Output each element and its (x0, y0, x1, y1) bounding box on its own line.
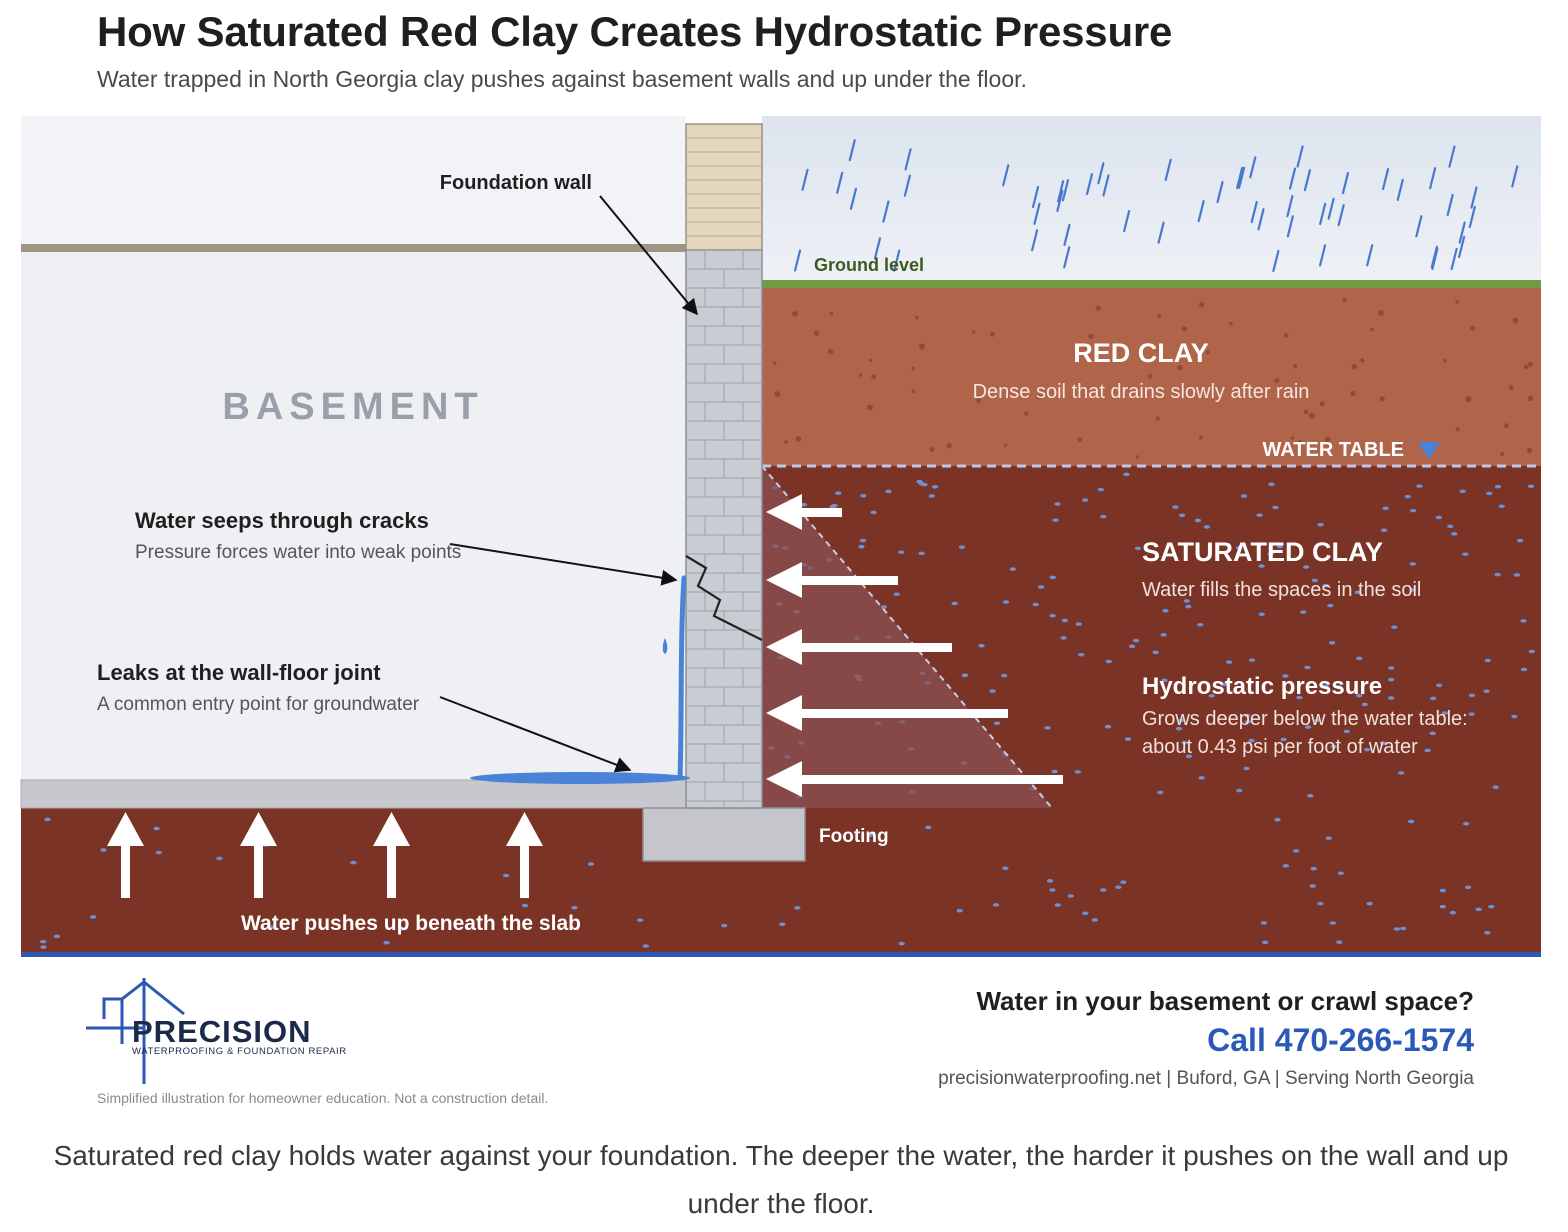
water-dot (916, 480, 922, 484)
water-dot (1082, 911, 1088, 915)
water-dot (1405, 495, 1411, 499)
water-dot (1521, 668, 1527, 672)
floor-slab (21, 780, 686, 808)
clay-speck (1370, 328, 1374, 332)
water-dot (1293, 849, 1299, 853)
basement-label: BASEMENT (222, 386, 484, 428)
red-clay-desc: Dense soil that drains slowly after rain (972, 381, 1310, 403)
water-dot (1236, 789, 1242, 793)
clay-speck (915, 316, 919, 320)
water-dot (1424, 749, 1430, 753)
clay-speck (1352, 364, 1358, 370)
water-dot (90, 915, 96, 919)
water-table-label: WATER TABLE (1262, 439, 1404, 461)
hydrostatic-title: Hydrostatic pressure (1142, 673, 1383, 700)
water-dot (962, 673, 968, 677)
water-dot (216, 857, 222, 861)
clay-speck (1509, 385, 1514, 390)
water-dot (44, 818, 50, 822)
water-dot (1450, 911, 1456, 915)
water-dot (1268, 482, 1274, 486)
phone-link[interactable]: Call 470-266-1574 (1207, 1022, 1474, 1058)
basement-ceiling-line (21, 244, 686, 252)
water-dot (1001, 674, 1007, 678)
water-dot (1327, 604, 1333, 608)
water-dot (885, 490, 891, 494)
clay-speck (1512, 318, 1518, 324)
water-dot (1398, 771, 1404, 775)
water-dot (1484, 931, 1490, 935)
water-dot (1098, 488, 1104, 492)
water-dot (1440, 905, 1446, 909)
clay-speck (784, 440, 788, 444)
water-dot (1185, 605, 1191, 609)
water-dot (522, 904, 528, 908)
water-dot (350, 861, 356, 865)
clay-speck (1470, 326, 1475, 331)
water-dot (40, 945, 46, 949)
water-dot (1152, 651, 1158, 655)
water-dot (54, 935, 60, 939)
foundation-wall-label: Foundation wall (439, 172, 592, 194)
water-dot (721, 924, 727, 928)
clay-speck (830, 312, 833, 315)
water-dot (831, 504, 837, 508)
clay-speck (947, 443, 952, 448)
water-dot (893, 592, 899, 596)
water-dot (153, 827, 159, 831)
water-dot (637, 918, 643, 922)
clay-speck (911, 367, 915, 371)
water-dot (1362, 703, 1368, 707)
water-dot (1388, 678, 1394, 682)
clay-speck (1077, 437, 1082, 442)
water-dot (957, 909, 963, 913)
clay-speck (1342, 298, 1346, 302)
water-dot (1010, 567, 1016, 571)
water-dot (1329, 641, 1335, 645)
clay-speck (1304, 409, 1309, 414)
water-dot (1082, 498, 1088, 502)
water-dot (1123, 473, 1129, 477)
water-dot (925, 826, 931, 830)
water-dot (1047, 879, 1053, 883)
hydrostatic-desc-line1: Grows deeper below the water table: (1142, 708, 1468, 730)
clay-speck (1380, 396, 1385, 401)
water-dot (1436, 683, 1442, 687)
water-dot (993, 903, 999, 907)
seeps-title: Water seeps through cracks (135, 508, 429, 533)
water-dot (1307, 794, 1313, 798)
footing-label: Footing (819, 826, 889, 847)
water-dot (978, 644, 984, 648)
clay-speck (869, 359, 872, 362)
water-dot (1204, 525, 1210, 529)
clay-speck (1466, 396, 1472, 402)
seeps-desc: Pressure forces water into weak points (135, 542, 462, 563)
water-dot (1243, 767, 1249, 771)
clay-speck (1528, 396, 1534, 402)
clay-speck (1157, 314, 1161, 318)
red-clay-title: RED CLAY (1073, 338, 1209, 368)
water-dot (1317, 902, 1323, 906)
clay-speck (1182, 326, 1187, 331)
water-dot (870, 511, 876, 515)
water-dot (1310, 867, 1316, 871)
foundation-wall (686, 250, 762, 808)
water-dot (1514, 573, 1520, 577)
water-dot (1400, 927, 1406, 931)
water-dot (1092, 918, 1098, 922)
water-dot (40, 940, 46, 944)
water-dot (1310, 884, 1316, 888)
water-dot (1044, 726, 1050, 730)
water-dot (1493, 785, 1499, 789)
water-dot (1344, 730, 1350, 734)
water-dot (1003, 600, 1009, 604)
footing (643, 808, 805, 861)
water-dot (1135, 547, 1141, 551)
water-dot (1054, 502, 1060, 506)
clay-speck (1378, 310, 1384, 316)
clay-speck (1004, 444, 1007, 447)
water-puddle (470, 772, 690, 784)
footer-question: Water in your basement or crawl space? (976, 986, 1474, 1016)
water-dot (1241, 494, 1247, 498)
water-dot (794, 906, 800, 910)
clay-speck (1136, 455, 1139, 458)
water-dot (156, 851, 162, 855)
water-dot (918, 552, 924, 556)
water-dot (1060, 636, 1066, 640)
clay-speck (867, 405, 873, 411)
water-dot (383, 941, 389, 945)
water-dot (1494, 573, 1500, 577)
clay-speck (859, 374, 862, 377)
water-dot (1391, 625, 1397, 629)
water-dot (1511, 715, 1517, 719)
water-dot (1498, 504, 1504, 508)
water-dot (929, 494, 935, 498)
clay-speck (1096, 306, 1101, 311)
clay-speck (1443, 359, 1447, 363)
clay-speck (1229, 322, 1232, 325)
water-dot (1529, 650, 1535, 654)
water-dot (1105, 725, 1111, 729)
water-dot (860, 494, 866, 498)
water-dot (1262, 941, 1268, 945)
clay-speck (930, 447, 935, 452)
clay-speck (871, 374, 876, 379)
water-dot (1055, 903, 1061, 907)
clay-speck (1309, 413, 1315, 419)
clay-speck (1293, 364, 1297, 368)
page-title: How Saturated Red Clay Creates Hydrostatic Pressure (97, 8, 1173, 55)
water-dot (1408, 820, 1414, 824)
water-dot (1317, 523, 1323, 527)
water-dot (989, 689, 995, 693)
water-dot (1388, 666, 1394, 670)
water-dot (858, 545, 864, 549)
water-dot (1049, 614, 1055, 618)
water-dot (100, 848, 106, 852)
water-dot (959, 545, 965, 549)
water-dot (1388, 696, 1394, 700)
water-dot (1129, 645, 1135, 649)
water-dot (1447, 525, 1453, 529)
clay-speck (1350, 391, 1355, 396)
figure-caption: Saturated red clay holds water against your foundation. The deeper the water, the harder it pushes on the wall and up under the floor. (53, 1140, 1509, 1219)
water-dot (1226, 660, 1232, 664)
clay-speck (814, 331, 819, 336)
water-dot (1051, 770, 1057, 774)
water-dot (1162, 609, 1168, 613)
clay-speck (919, 344, 925, 350)
water-dot (1259, 612, 1265, 616)
diagram-bottom-border (21, 952, 1541, 957)
water-dot (994, 721, 1000, 725)
water-dot (1495, 485, 1501, 489)
water-dot (1052, 518, 1058, 522)
water-dot (860, 539, 866, 543)
water-dot (1451, 532, 1457, 536)
clay-speck (1360, 358, 1364, 362)
water-dot (1382, 507, 1388, 511)
clay-speck (1320, 401, 1325, 406)
water-dot (1436, 516, 1442, 520)
clay-speck (1455, 300, 1459, 304)
clay-speck (1500, 452, 1504, 456)
water-dot (1075, 770, 1081, 774)
hydrostatic-desc-line2: about 0.43 psi per foot of water (1142, 736, 1418, 758)
clay-speck (1156, 417, 1160, 421)
water-dot (1410, 562, 1416, 566)
water-dot (1038, 585, 1044, 589)
water-dot (921, 483, 927, 487)
water-dot (951, 602, 957, 606)
water-dot (1463, 822, 1469, 826)
water-dot (1249, 658, 1255, 662)
clay-speck (1148, 374, 1153, 379)
clay-speck (1284, 333, 1288, 337)
water-dot (1483, 689, 1489, 693)
clay-speck (1528, 362, 1533, 367)
saturated-clay-desc: Water fills the spaces in the soil (1142, 579, 1422, 601)
ground-level-label: Ground level (814, 255, 925, 275)
water-dot (1179, 514, 1185, 518)
water-dot (1157, 791, 1163, 795)
water-dot (899, 942, 905, 946)
logo-brand: PRECISION (132, 1014, 312, 1049)
water-dot (1068, 894, 1074, 898)
water-dot (1338, 871, 1344, 875)
water-dot (1416, 484, 1422, 488)
page-subtitle: Water trapped in North Georgia clay pushes against basement walls and up under the floor. (97, 66, 1027, 92)
water-dot (1115, 885, 1121, 889)
water-dot (1160, 633, 1166, 637)
disclaimer: Simplified illustration for homeowner education. Not a construction detail. (97, 1090, 549, 1106)
water-dot (1283, 864, 1289, 868)
water-dot (1468, 712, 1474, 716)
clay-speck (1199, 302, 1204, 307)
water-dot (1172, 505, 1178, 509)
clay-speck (792, 311, 798, 317)
water-dot (1272, 506, 1278, 510)
water-dot (1528, 484, 1534, 488)
water-dot (1465, 886, 1471, 890)
water-dot (1356, 657, 1362, 661)
water-dot (1367, 902, 1373, 906)
clay-speck (1527, 448, 1532, 453)
leaks-desc: A common entry point for groundwater (97, 694, 420, 715)
water-dot (1486, 492, 1492, 496)
foundation-wall-upper (686, 124, 762, 250)
water-dot (1462, 552, 1468, 556)
footer-website-info: precisionwaterproofing.net | Buford, GA | Serving North Georgia (938, 1068, 1474, 1089)
water-dot (1475, 908, 1481, 912)
water-dot (643, 944, 649, 948)
clay-speck (828, 349, 834, 355)
water-dot (1430, 697, 1436, 701)
water-dot (1195, 519, 1201, 523)
clay-speck (796, 436, 802, 442)
water-dot (1381, 528, 1387, 532)
water-dot (1488, 905, 1494, 909)
water-dot (1261, 921, 1267, 925)
water-dot (588, 862, 594, 866)
water-dot (1326, 836, 1332, 840)
slab-pressure-label: Water pushes up beneath the slab (241, 912, 581, 935)
water-dot (1520, 619, 1526, 623)
water-dot (1002, 866, 1008, 870)
water-dot (1330, 921, 1336, 925)
water-dot (835, 491, 841, 495)
ground-level-line (762, 280, 1541, 288)
water-dot (1100, 888, 1106, 892)
water-dot (898, 550, 904, 554)
precision-logo (84, 974, 374, 1089)
clay-speck (972, 330, 976, 334)
water-dot (1032, 603, 1038, 607)
water-dot (1300, 610, 1306, 614)
clay-speck (990, 332, 995, 337)
water-dot (1106, 660, 1112, 664)
water-dot (503, 874, 509, 878)
water-dot (1304, 666, 1310, 670)
clay-speck (1504, 423, 1509, 428)
water-dot (779, 922, 785, 926)
water-dot (1517, 539, 1523, 543)
clay-speck (773, 361, 776, 364)
water-dot (1197, 623, 1203, 627)
water-dot (1394, 927, 1400, 931)
clay-speck (1456, 427, 1460, 431)
water-dot (932, 485, 938, 489)
water-dot (1050, 576, 1056, 580)
water-dot (1274, 818, 1280, 822)
water-dot (1440, 889, 1446, 893)
water-dot (1125, 737, 1131, 741)
water-dot (1430, 732, 1436, 736)
water-dot (1133, 639, 1139, 643)
water-dot (1460, 490, 1466, 494)
clay-speck (1524, 365, 1529, 370)
water-dot (1062, 619, 1068, 623)
clay-speck (1199, 436, 1203, 440)
water-dot (1076, 622, 1082, 626)
clay-speck (774, 391, 780, 397)
water-dot (571, 906, 577, 910)
logo-tagline: WATERPROOFING & FOUNDATION REPAIR (132, 1046, 347, 1057)
water-dot (1078, 653, 1084, 657)
leaks-title: Leaks at the wall-floor joint (97, 660, 381, 685)
water-dot (1336, 940, 1342, 944)
water-dot (1100, 515, 1106, 519)
water-dot (1469, 694, 1475, 698)
water-dot (1256, 513, 1262, 517)
water-dot (1049, 888, 1055, 892)
saturated-clay-title: SATURATED CLAY (1142, 537, 1384, 567)
water-dot (1485, 659, 1491, 663)
water-dot (1410, 509, 1416, 513)
water-dot (1120, 880, 1126, 884)
water-dot (1198, 776, 1204, 780)
clay-speck (1024, 411, 1028, 415)
clay-speck (912, 390, 916, 394)
